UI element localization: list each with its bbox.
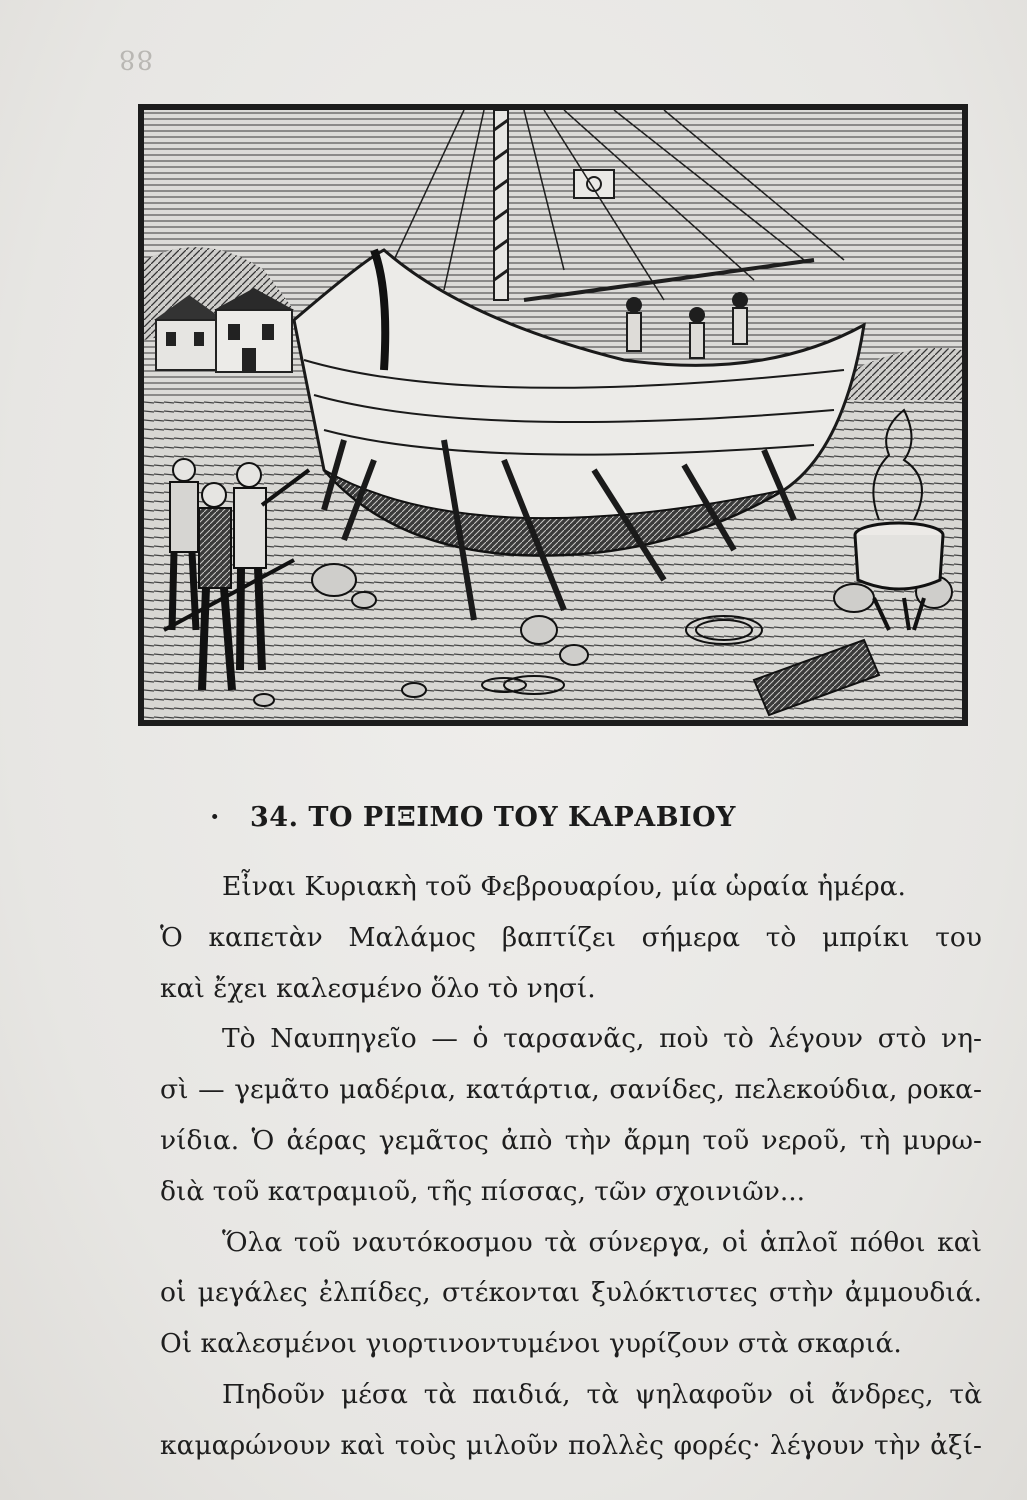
ship-launch-illustration <box>138 104 968 726</box>
text-line: Ὅλα τοῦ ναυτόκοσμου τὰ σύνεργα, οἱ ἁπλοῖ πόθοι καὶ <box>222 1226 982 1258</box>
text-line: καὶ ἔχει καλεσμένο ὅλο τὸ νησί. <box>160 972 596 1004</box>
text-line: Τὸ Ναυπηγεῖο — ὁ ταρσανᾶς, ποὺ τὸ λέγουν στὸ νη- <box>222 1023 982 1055</box>
chapter-title: 34. ΤΟ ΡΙΞΙΜΟ ΤΟΥ ΚΑΡΑΒΙΟΥ <box>250 802 736 833</box>
heading-bullet: · <box>210 802 220 833</box>
chapter-heading <box>210 802 830 833</box>
body-text <box>160 862 982 1472</box>
page-number: 88 <box>118 44 154 74</box>
text-line: νίδια. Ὁ ἀέρας γεμᾶτος ἀπὸ τὴν ἄρμη τοῦ νεροῦ, τὴ μυρω- <box>160 1124 982 1156</box>
text-line: καμαρώνουν καὶ τοὺς μιλοῦν πολλὲς φορές· λέγουν τὴν ἀξί- <box>160 1429 982 1461</box>
text-line: οἱ μεγάλες ἐλπίδες, στέκονται ξυλόκτιστες στὴν ἀμμουδιά. <box>160 1277 982 1309</box>
text-line: διὰ τοῦ κατραμιοῦ, τῆς πίσσας, τῶν σχοινιῶν... <box>160 1175 806 1207</box>
text-line: Ὁ καπετὰν Μαλάμος βαπτίζει σήμερα τὸ μπρίκι του <box>160 921 982 953</box>
text-line: Πηδοῦν μέσα τὰ παιδιά, τὰ ψηλαφοῦν οἱ ἄνδρες, τὰ <box>222 1378 982 1410</box>
text-line: Εἶναι Κυριακὴ τοῦ Φεβρουαρίου, μία ὡραία ἡμέρα. <box>222 871 906 902</box>
text-line: σὶ — γεμᾶτο μαδέρια, κατάρτια, σανίδες, πελεκούδια, ροκα- <box>160 1074 982 1106</box>
text-line: Οἱ καλεσμένοι γιορτινοντυμένοι γυρίζουν στὰ σκαριά. <box>160 1328 902 1360</box>
